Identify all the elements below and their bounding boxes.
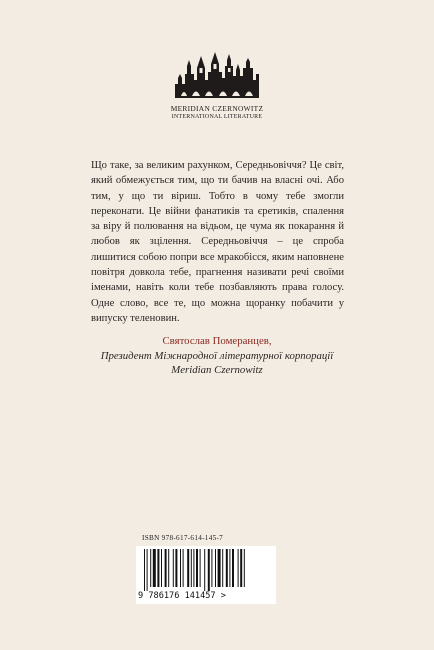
publisher-logo <box>167 44 267 124</box>
signature-author: Святослав Померанцев, <box>162 335 272 347</box>
publisher-name: MERIDIAN CZERNOWITZ <box>170 104 264 113</box>
barcode-digits: 9 786176 141457 > <box>138 591 226 601</box>
barcode <box>136 546 276 604</box>
back-cover-blurb: Що таке, за великим рахунком, Середньовіччя? Це світ, який обмежується тим, що ти бачив на власні очі. Або тим, у що ти віриш. Тобто в чому тебе змогли переконати. Це війни фанатиків та єретиків, спалення за віру й полювання на відьом, це чума як покарання й любов як зцілення. Середньовіччя – це спроба лишитися собою попри все мракобісся, яким наповнене повітря довкола тебе, прагнення називати речі своїми іменами, навіть коли тебе позбавляють права голосу. Одне слово, все те, що можна щоранку побачити у випуску теленовин. <box>91 160 344 324</box>
signature-block <box>60 334 374 378</box>
city-skyline-icon <box>175 44 259 102</box>
publisher-subtitle: INTERNATIONAL LITERATURE <box>171 114 263 120</box>
isbn-text: ISBN 978-617-614-145-7 <box>142 534 224 542</box>
barcode-bars-icon <box>144 549 268 591</box>
signature-role-line1: Президент Міжнародної літературної корпорації <box>100 349 334 362</box>
signature-role-line2: Meridian Czernowitz <box>171 364 263 377</box>
